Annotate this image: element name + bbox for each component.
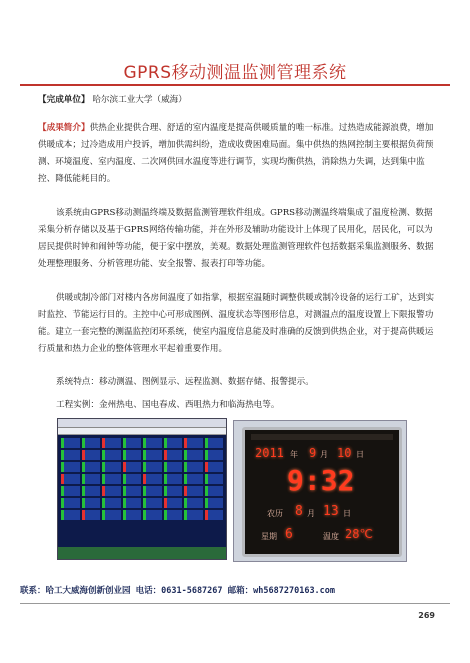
page-number: 269: [418, 611, 435, 620]
footer-rule: [20, 603, 450, 604]
sensor-cell: [102, 510, 121, 520]
sensor-cell: [61, 438, 80, 448]
sensor-cell: [82, 498, 101, 508]
sensor-cell: [102, 486, 121, 496]
clock-week-day: 6: [285, 527, 293, 542]
unit-line: [38, 92, 436, 109]
sensor-cell: [164, 486, 183, 496]
sensor-cell: [123, 498, 142, 508]
sensor-cell: [61, 498, 80, 508]
clock-day-unit: 日: [356, 450, 364, 459]
sensor-cell: [184, 438, 203, 448]
sensor-cell: [123, 462, 142, 472]
sensor-cell: [143, 474, 162, 484]
sensor-cell: [82, 438, 101, 448]
clock-year-unit: 年: [290, 450, 298, 459]
paragraph-5: 工程实例：金州热电、国电春成、西咀热力和临海热电等。: [56, 400, 280, 410]
sensor-grid: [58, 435, 226, 523]
title-rule: [20, 84, 450, 86]
sensor-cell: [143, 462, 162, 472]
sensor-cell: [123, 510, 142, 520]
sensor-cell: [184, 498, 203, 508]
clock-lunar-month-unit: 月: [307, 509, 315, 518]
sensor-cell: [184, 474, 203, 484]
software-screenshot-image: [57, 418, 227, 560]
clock-frame: [242, 427, 402, 557]
sensor-cell: [82, 462, 101, 472]
sensor-cell: [61, 510, 80, 520]
clock-lunar-label: 农历: [267, 509, 283, 518]
clock-month: 9: [309, 446, 317, 460]
sensor-cell: [143, 510, 162, 520]
sensor-cell: [61, 450, 80, 460]
sensor-cell: [205, 474, 224, 484]
sensor-cell: [164, 438, 183, 448]
clock-lunar-day: 13: [323, 504, 339, 519]
sensor-cell: [143, 486, 162, 496]
sensor-cell: [205, 510, 224, 520]
screen-titlebar: [58, 419, 226, 428]
page-title: GPRS移动测温监测管理系统: [123, 63, 347, 83]
sensor-cell: [143, 498, 162, 508]
summary-paragraph: [38, 120, 436, 188]
sensor-cell: [205, 438, 224, 448]
sensor-cell: [164, 510, 183, 520]
sensor-cell: [102, 438, 121, 448]
paragraph-4: 系统特点：移动测温、图例显示、远程监测、数据存储、报警提示。: [56, 377, 314, 387]
paragraph-3: 供暖或制冷部门对楼内各房间温度了如指掌，根据室温随时调整供暖或制冷设备的运行工矿，达到实时监控、节能运行目的。主控中心可形成图例、温度状态等图形信息，对测温点的温度设置上下限报警功能。建立一套完整的测温监控闭环系统，使室内温度信息能及时准确的反馈到供热企业，对于提高供暖运行质量和热力企业的整体管理水平起着重要作用。: [38, 293, 435, 354]
clock-lunar-month: 8: [295, 504, 303, 519]
sensor-cell: [123, 474, 142, 484]
sensor-cell: [82, 486, 101, 496]
sensor-cell: [164, 450, 183, 460]
sensor-cell: [184, 462, 203, 472]
unit-label: 【完成单位】: [38, 95, 90, 105]
sensor-cell: [102, 498, 121, 508]
sensor-cell: [123, 438, 142, 448]
sensor-cell: [164, 474, 183, 484]
sensor-cell: [102, 474, 121, 484]
summary-label: 【成果简介】: [38, 123, 90, 133]
sensor-cell: [184, 486, 203, 496]
sensor-cell: [61, 486, 80, 496]
sensor-cell: [82, 510, 101, 520]
sensor-cell: [205, 498, 224, 508]
sensor-cell: [123, 486, 142, 496]
sensor-cell: [143, 438, 162, 448]
sensor-cell: [82, 474, 101, 484]
sensor-cell: [123, 450, 142, 460]
screen-toolbar: [58, 428, 226, 435]
sensor-cell: [205, 486, 224, 496]
clock-lunar-day-unit: 日: [343, 509, 351, 518]
sensor-cell: [164, 462, 183, 472]
clock-day: 10: [337, 446, 352, 460]
clock-terminal-image: [233, 420, 407, 562]
sensor-cell: [61, 462, 80, 472]
clock-temp-value: 28℃: [345, 527, 373, 541]
summary-text: 供热企业提供合理、舒适的室内温度是提高供暖质量的唯一标准。过热造成能源浪费，增加供暖成本；过冷造成用户投诉，增加供需纠纷，造成收费困难局面。集中供热的热网控制主要根据负荷预测、环境温度、室内温度、二次网供回水温度等进行调节，实现均衡供热，消除热力失调，达到集中监控、降低能耗目的。: [38, 123, 434, 184]
screen-statusbar: [58, 547, 226, 559]
clock-time: 9:32: [287, 464, 355, 497]
clock-week-label: 星期: [261, 532, 277, 541]
sensor-cell: [143, 450, 162, 460]
contact-footer: 联系：哈工大威海创新创业园 电话：0631-5687267 邮箱：wh5687270163.com: [20, 586, 336, 596]
sensor-cell: [82, 450, 101, 460]
sensor-cell: [184, 450, 203, 460]
unit-value: 哈尔滨工业大学（威海）: [92, 95, 187, 105]
sensor-cell: [205, 450, 224, 460]
clock-month-unit: 月: [320, 450, 328, 459]
clock-year: 2011: [255, 446, 284, 460]
sensor-cell: [164, 498, 183, 508]
sensor-cell: [102, 450, 121, 460]
sensor-cell: [102, 462, 121, 472]
clock-header-strip: [251, 434, 393, 440]
sensor-cell: [184, 510, 203, 520]
sensor-cell: [61, 474, 80, 484]
clock-temp-label: 温度: [323, 532, 339, 541]
sensor-cell: [205, 462, 224, 472]
paragraph-2: 该系统由GPRS移动测温终端及数据监测管理软件组成。GPRS移动测温终端集成了温度检测、数据采集分析存储以及基于GPRS网络传输功能，并在外形及辅助功能设计上体现了民用化，居民化，可以为居民提供时钟和闹钟等功能，便于家中摆放，美观。数据处理监测管理软件包括数据采集监测服务、数据处理整理服务、分析管理功能、安全报警、报表打印等功能。: [38, 208, 434, 269]
